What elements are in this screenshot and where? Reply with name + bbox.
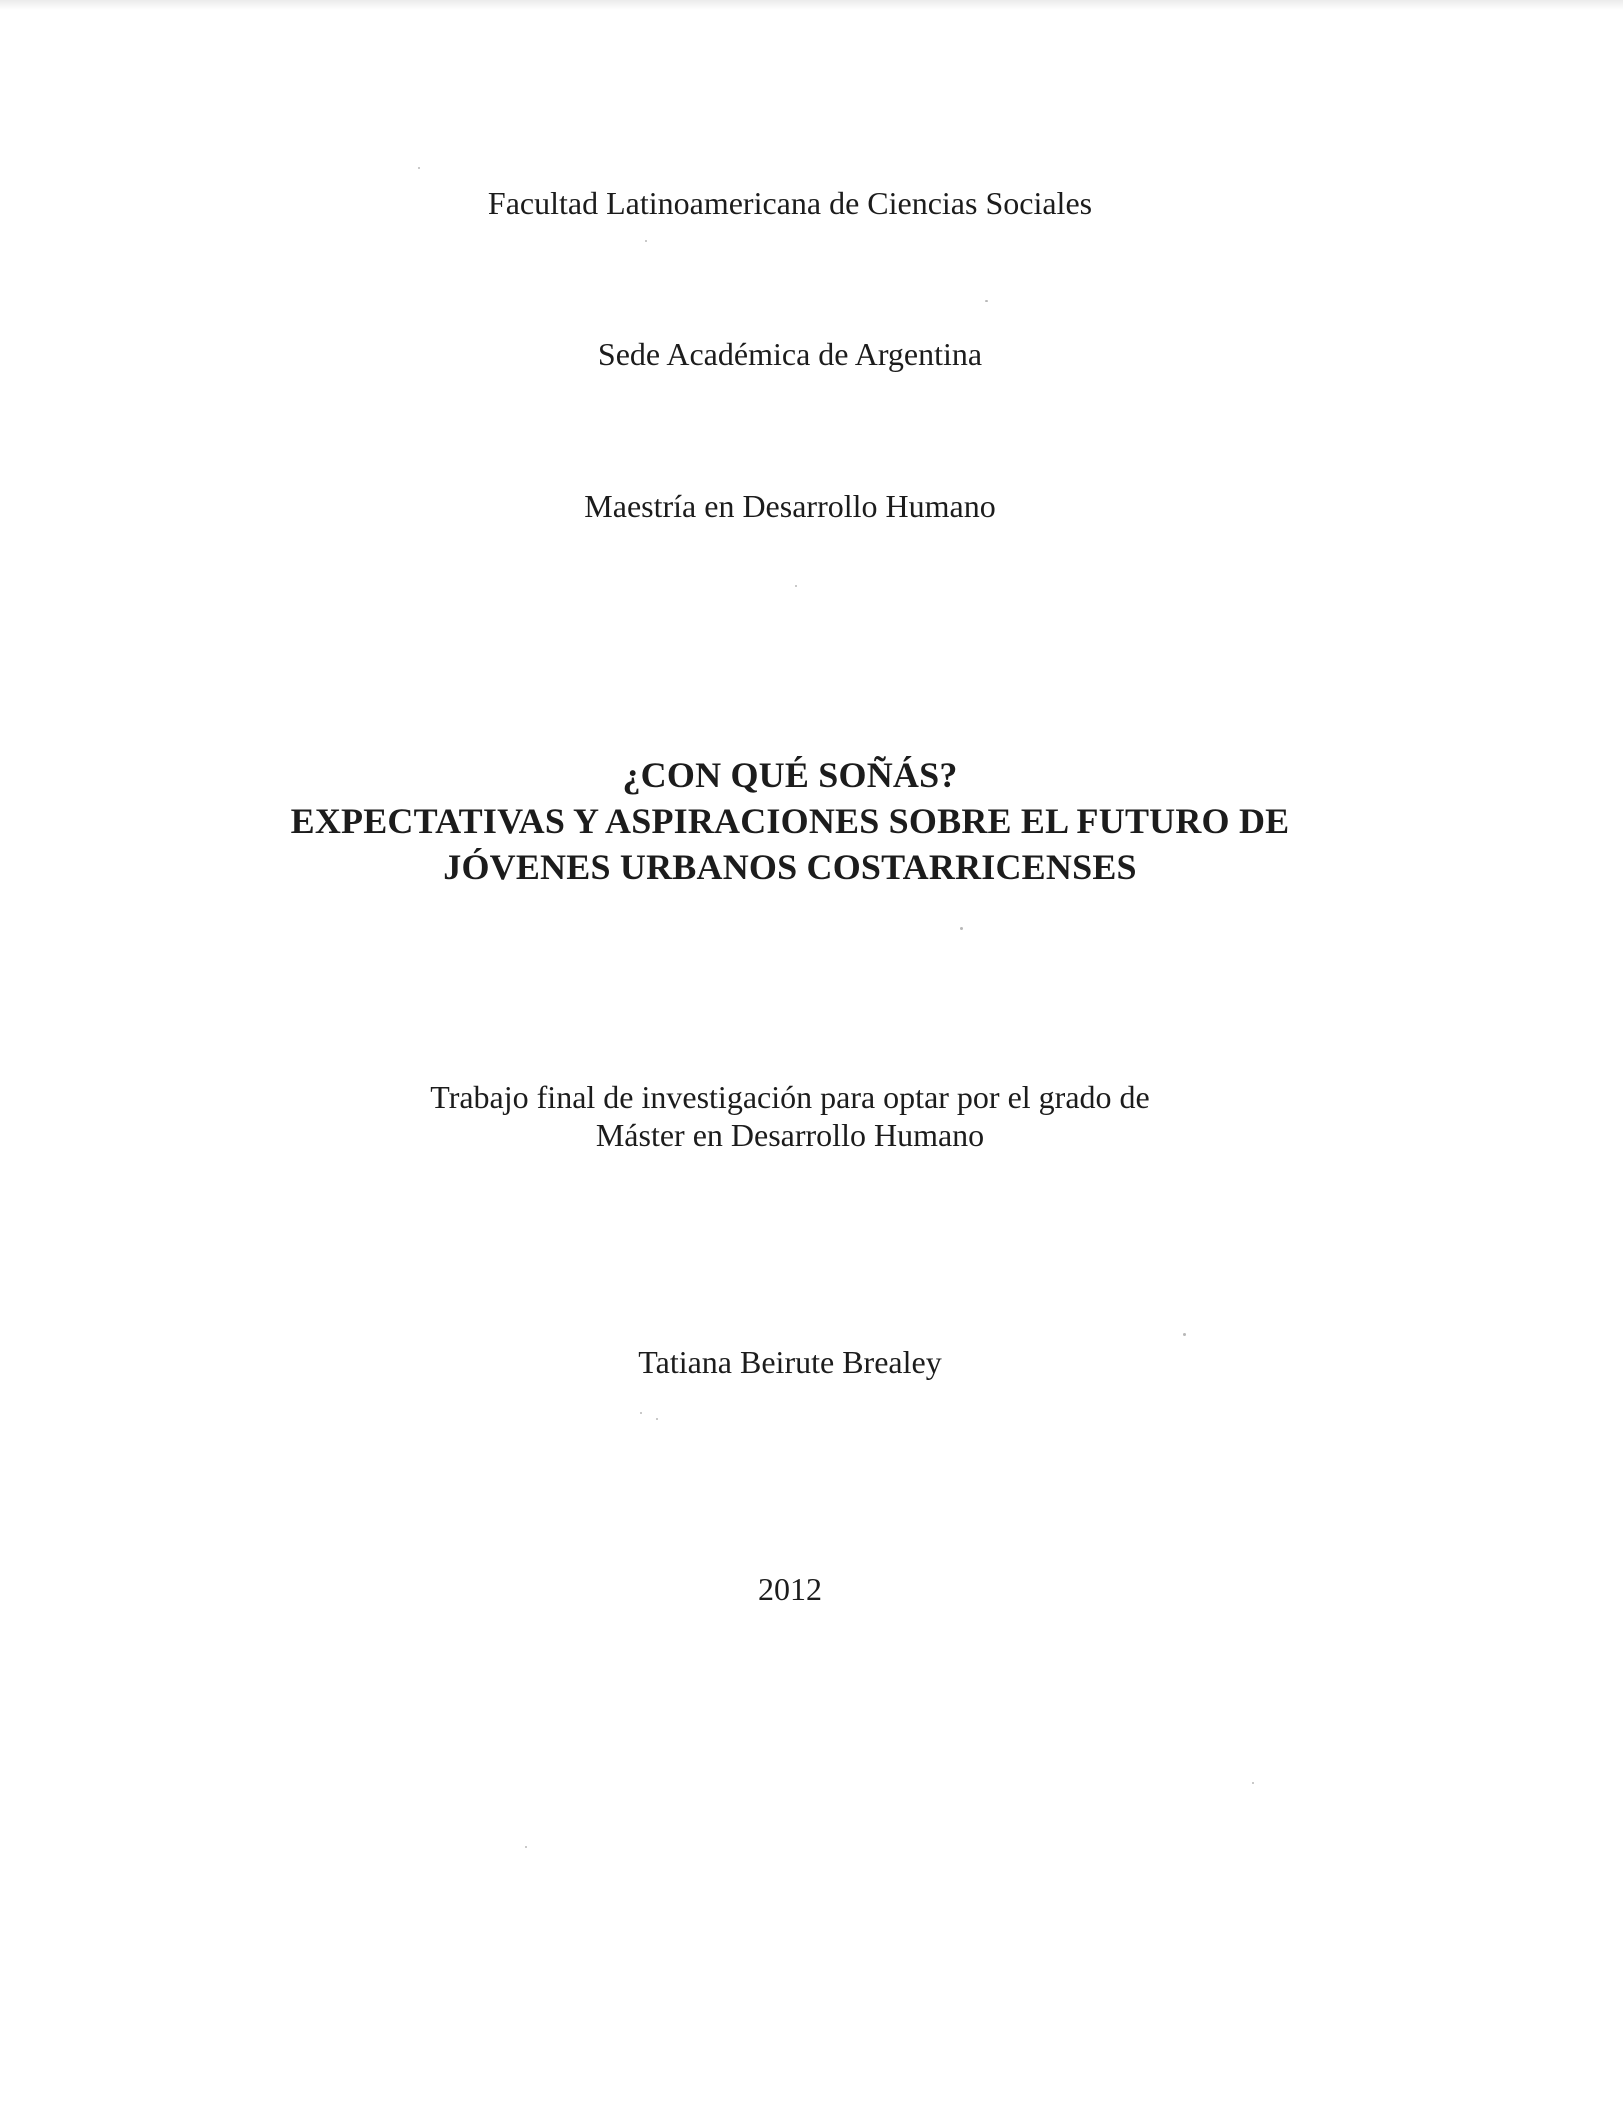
campus-name: Sede Académica de Argentina [597,336,983,372]
scan-speck [1252,1782,1254,1784]
scan-speck [1183,1333,1186,1336]
degree-statement-line-1: Trabajo final de investigación para optar por el grado de [430,1079,1150,1115]
thesis-title-line-3: JÓVENES URBANOS COSTARRICENSES [443,847,1137,887]
scan-speck [960,927,963,930]
scan-speck [985,300,988,302]
institution-name: Facultad Latinoamericana de Ciencias Sociales [487,185,1093,221]
scan-speck [418,167,420,169]
thesis-title-line-1: ¿CON QUÉ SOÑÁS? [622,755,958,795]
scan-speck [525,1846,527,1848]
scan-speck [656,1418,658,1420]
scan-speck [640,1412,642,1414]
author-name: Tatiana Beirute Brealey [638,1344,942,1380]
program-name: Maestría en Desarrollo Humano [584,488,996,524]
thesis-title-line-2: EXPECTATIVAS Y ASPIRACIONES SOBRE EL FUTURO DE [290,801,1290,841]
scan-speck [645,240,647,242]
degree-statement-line-2: Máster en Desarrollo Humano [595,1117,985,1153]
scan-speck [795,585,797,587]
scan-edge-shadow [0,0,1623,10]
publication-year: 2012 [758,1571,822,1607]
